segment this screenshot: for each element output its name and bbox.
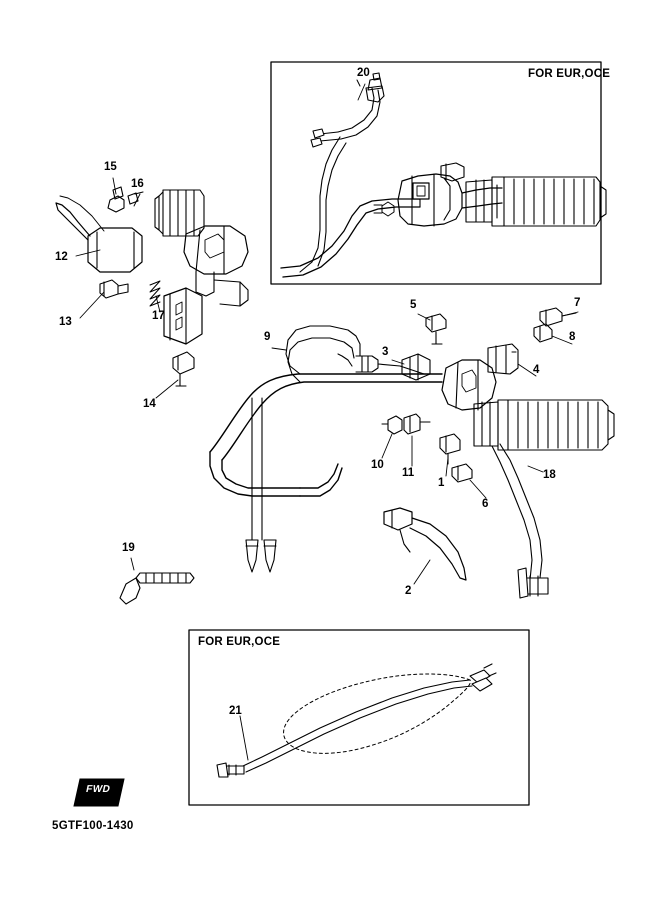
callout-19: 19	[122, 542, 135, 554]
callout-5: 5	[410, 299, 417, 311]
part-number: 5GTF100-1430	[52, 820, 134, 832]
callout-18: 18	[543, 469, 556, 481]
callout-4: 4	[533, 364, 540, 376]
callout-2: 2	[405, 585, 412, 597]
callout-1: 1	[438, 477, 445, 489]
callout-7: 7	[574, 297, 581, 309]
callout-11: 11	[402, 467, 415, 479]
callout-13: 13	[59, 316, 72, 328]
callout-3: 3	[382, 346, 389, 358]
callout-10: 10	[371, 459, 384, 471]
fwd-marker	[72, 775, 124, 809]
panel-label-top-right: FOR EUR,OCE	[528, 68, 611, 80]
callout-9: 9	[264, 331, 271, 343]
callout-8: 8	[569, 331, 576, 343]
callout-14: 14	[143, 398, 156, 410]
callout-6: 6	[482, 498, 489, 510]
callout-17: 17	[152, 310, 165, 322]
fwd-label: FWD	[84, 784, 112, 795]
callout-20: 20	[357, 67, 370, 79]
callout-21: 21	[229, 705, 242, 717]
callout-16: 16	[131, 178, 144, 190]
callout-15: 15	[104, 161, 117, 173]
panel-label-bottom: FOR EUR,OCE	[198, 636, 281, 648]
callout-12: 12	[55, 251, 68, 263]
